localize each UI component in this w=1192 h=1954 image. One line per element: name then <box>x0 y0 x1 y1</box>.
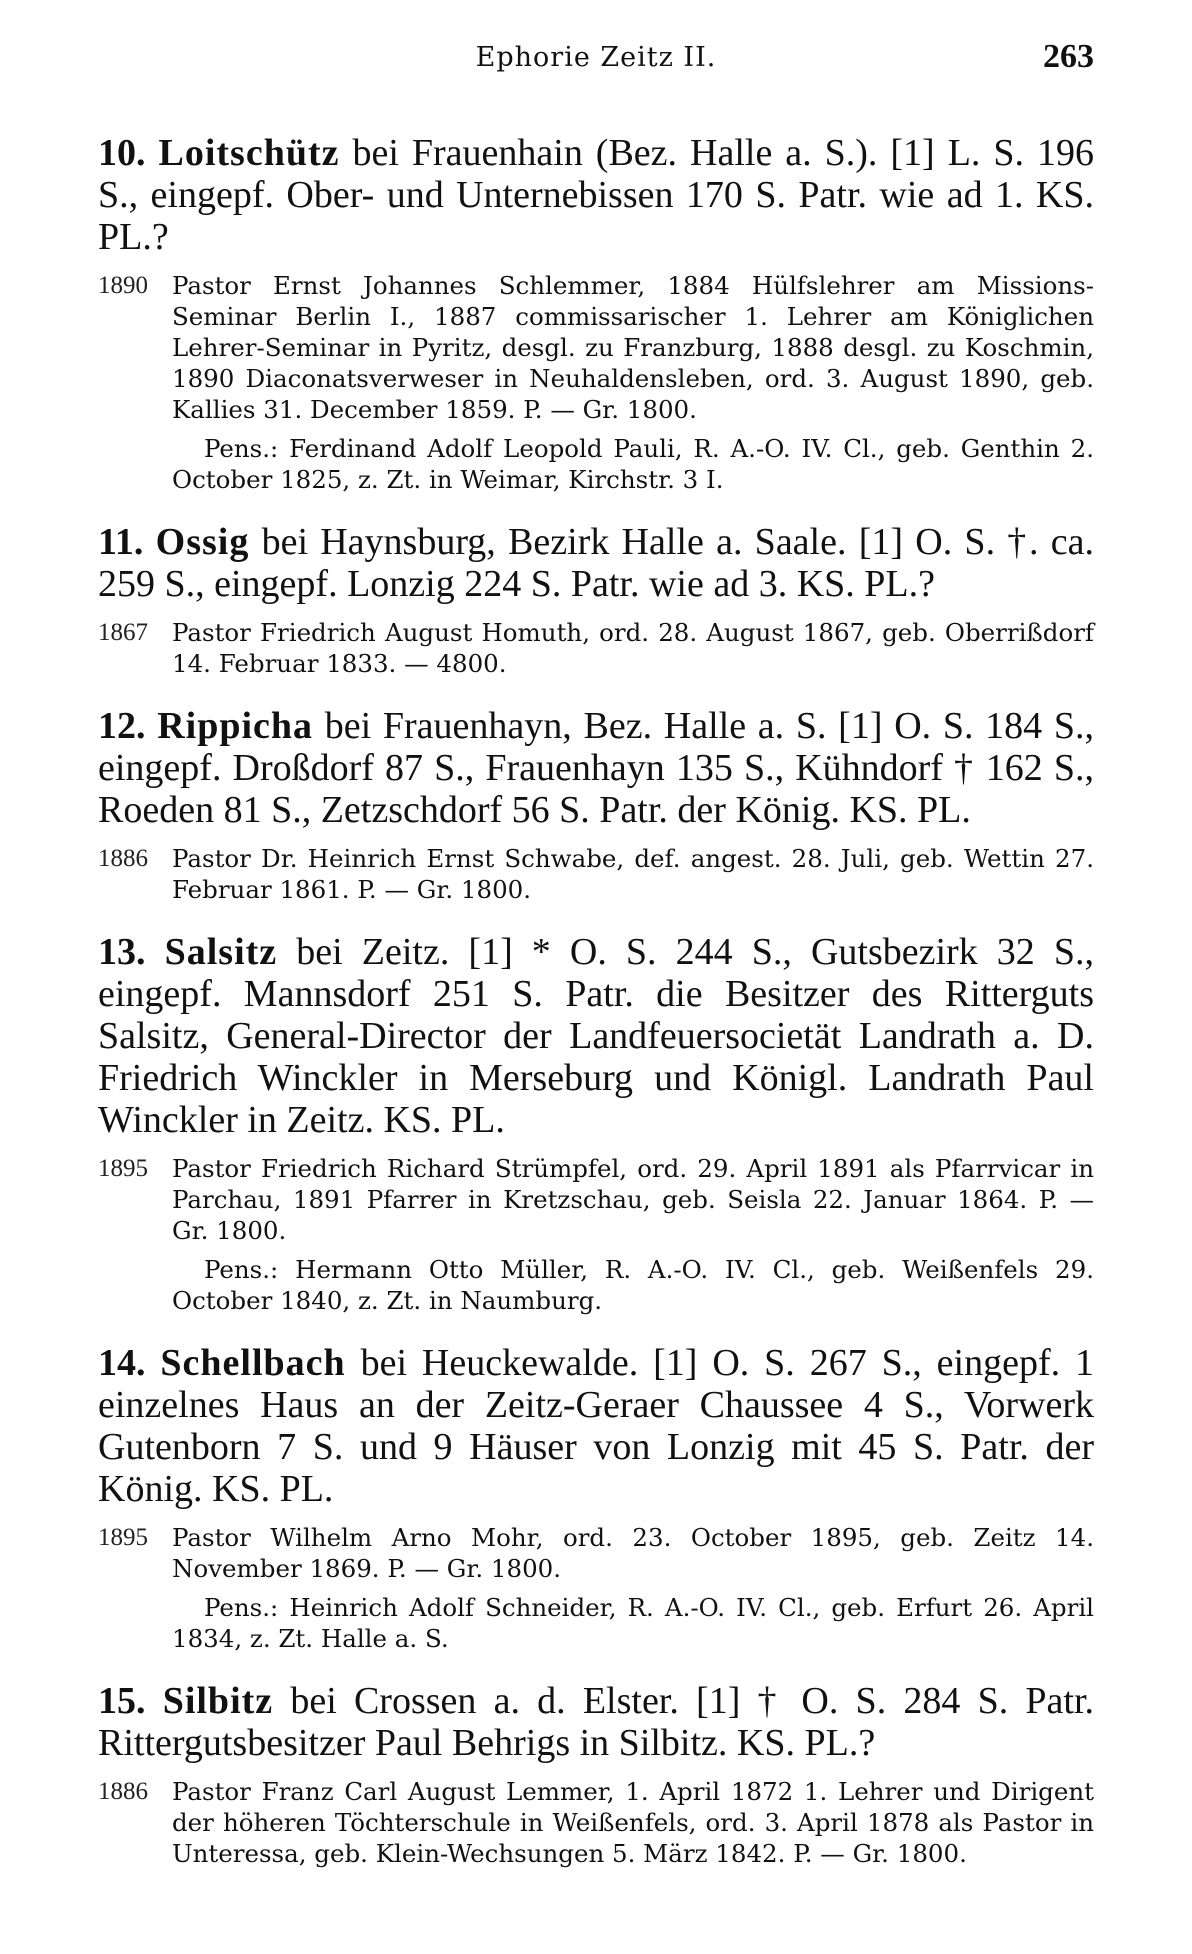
pastor-text: Pastor Ernst Johannes Schlemmer, 1884 Hülfslehrer am Missions-Seminar Berlin I., 1887 commissarischer 1. Lehrer am Königlichen Lehrer-Seminar in Pyritz, desgl. zu Franzburg, 1888 desgl. zu Koschmin, 1890 Diaconatsverweser in Neuhaldensleben, ord. 3. August 1890, geb. Kallies 31. December 1859. P. — Gr. 1800. <box>172 271 1094 424</box>
appointment-year: 1867 <box>98 619 148 646</box>
pastor-record <box>98 270 1094 425</box>
entry-number: 15. <box>98 1680 146 1722</box>
pastor-record <box>98 1776 1094 1869</box>
pensioner-record: Pens.: Heinrich Adolf Schneider, R. A.-O. IV. Cl., geb. Erfurt 26. April 1834, z. Zt. Halle a. S. <box>172 1593 1094 1653</box>
parish-name: Salsitz <box>164 931 278 973</box>
appointment-year: 1895 <box>98 1155 148 1182</box>
parish-heading <box>98 1680 1094 1764</box>
pastor-text: Pastor Wilhelm Arno Mohr, ord. 23. October 1895, geb. Zeitz 14. November 1869. P. — Gr. 1800. <box>172 1523 1094 1583</box>
pastor-text: Pastor Friedrich August Homuth, ord. 28. August 1867, geb. Oberrißdorf 14. Februar 1833. — 4800. <box>172 618 1094 678</box>
pastor-record <box>98 1522 1094 1584</box>
appointment-year: 1895 <box>98 1524 148 1551</box>
parish-name: Silbitz <box>162 1680 274 1722</box>
pensioner-record: Pens.: Ferdinand Adolf Leopold Pauli, R. A.-O. IV. Cl., geb. Genthin 2. October 1825, z. Zt. in Weimar, Kirchstr. 3 I. <box>172 434 1094 494</box>
parish-entry <box>98 705 1094 905</box>
entry-number: 12. <box>98 705 146 747</box>
parish-heading <box>98 705 1094 831</box>
appointment-year: 1886 <box>98 845 148 872</box>
pastor-record <box>98 617 1094 679</box>
parish-entry <box>98 1680 1094 1869</box>
entry-number: 14. <box>98 1342 146 1384</box>
pensioner-record: Pens.: Hermann Otto Müller, R. A.-O. IV. Cl., geb. Weißenfels 29. October 1840, z. Zt. in Naumburg. <box>172 1255 1094 1315</box>
parish-heading <box>98 1342 1094 1510</box>
page-number: 263 <box>1043 38 1094 75</box>
entry-number: 10. <box>98 132 146 174</box>
pastor-record <box>98 1153 1094 1246</box>
parish-name: Loitschütz <box>158 132 340 174</box>
parish-description: bei Crossen a. d. Elster. [1] † O. S. 284 S. Patr. Rittergutsbesitzer Paul Behrigs in Silbitz. KS. PL.? <box>98 1680 1094 1764</box>
entry-number: 13. <box>98 931 146 973</box>
parish-name: Rippicha <box>157 705 314 747</box>
parish-entry <box>98 931 1094 1316</box>
parish-description: bei Heuckewalde. [1] O. S. 267 S., eingepf. 1 einzelnes Haus an der Zeitz-Geraer Chaussee 4 S., Vorwerk Gutenborn 7 S. und 9 Häuser von Lonzig mit 45 S. Patr. der König. KS. PL. <box>98 1342 1095 1510</box>
running-head-title: Ephorie Zeitz II. <box>475 42 717 73</box>
parish-heading <box>98 521 1094 605</box>
parish-description: bei Haynsburg, Bezirk Halle a. Saale. [1] O. S. †. ca. 259 S., eingepf. Lonzig 224 S. Patr. wie ad 3. KS. PL.? <box>98 521 1094 605</box>
appointment-year: 1890 <box>98 272 148 299</box>
parish-description: bei Frauenhain (Bez. Halle a. S.). [1] L. S. 196 S., eingepf. Ober- und Unternebissen 170 S. Patr. wie ad 1. KS. PL.? <box>98 132 1095 258</box>
parish-heading <box>98 132 1094 258</box>
parish-entry <box>98 132 1094 495</box>
running-head <box>98 36 1094 88</box>
parish-entry <box>98 1342 1094 1654</box>
parish-description: bei Zeitz. [1] * O. S. 244 S., Gutsbezirk 32 S., eingepf. Mannsdorf 251 S. Patr. die Besitzer des Ritterguts Salsitz, General-Director der Landfeuersocietät Landrath a. D. Friedrich Winckler in Merseburg und Königl. Landrath Paul Winckler in Zeitz. KS. PL. <box>98 931 1095 1141</box>
pastor-text: Pastor Franz Carl August Lemmer, 1. April 1872 1. Lehrer und Dirigent der höheren Töchterschule in Weißenfels, ord. 3. April 1878 als Pastor in Unteressa, geb. Klein-Wechsungen 5. März 1842. P. — Gr. 1800. <box>172 1777 1094 1868</box>
parish-entry <box>98 521 1094 679</box>
parish-name: Ossig <box>155 521 250 563</box>
parish-name: Schellbach <box>160 1342 346 1384</box>
pastor-record <box>98 843 1094 905</box>
appointment-year: 1886 <box>98 1778 148 1805</box>
pastor-text: Pastor Friedrich Richard Strümpfel, ord. 29. April 1891 als Pfarrvicar in Parchau, 1891 Pfarrer in Kretzschau, geb. Seisla 22. Januar 1864. P. — Gr. 1800. <box>172 1154 1094 1245</box>
parish-heading <box>98 931 1094 1141</box>
entry-number: 11. <box>98 521 144 563</box>
parish-description: bei Frauenhayn, Bez. Halle a. S. [1] O. S. 184 S., eingepf. Droßdorf 87 S., Frauenhayn 135 S., Kühndorf † 162 S., Roeden 81 S., Zetzschdorf 56 S. Patr. der König. KS. PL. <box>98 705 1095 831</box>
pastor-text: Pastor Dr. Heinrich Ernst Schwabe, def. angest. 28. Juli, geb. Wettin 27. Februar 1861. P. — Gr. 1800. <box>172 844 1094 904</box>
